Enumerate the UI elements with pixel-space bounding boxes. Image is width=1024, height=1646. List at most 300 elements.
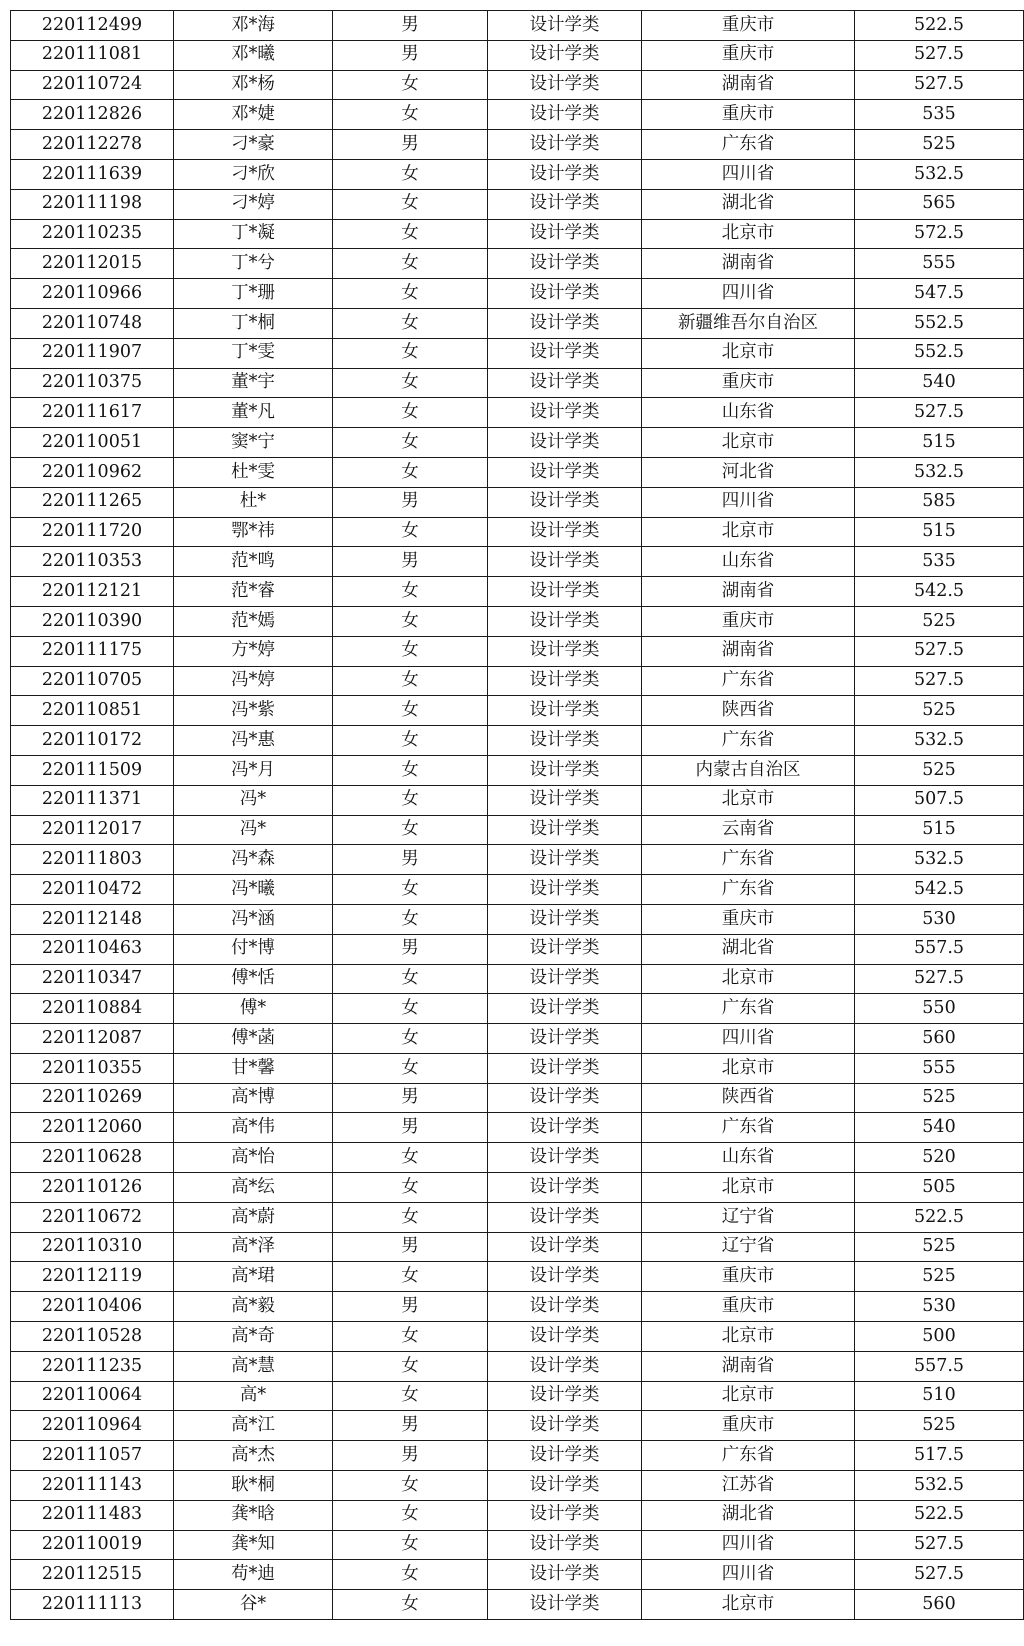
score-cell: 507.5 <box>855 785 1024 815</box>
gender-cell: 女 <box>333 1500 488 1530</box>
gender-cell: 女 <box>333 1143 488 1173</box>
major-category-cell: 设计学类 <box>488 279 642 309</box>
score-cell: 525 <box>855 606 1024 636</box>
region-cell: 四川省 <box>642 1024 855 1054</box>
score-cell: 552.5 <box>855 308 1024 338</box>
region-cell: 湖北省 <box>642 934 855 964</box>
gender-cell: 女 <box>333 159 488 189</box>
student-name-cell: 冯*婷 <box>174 666 333 696</box>
major-category-cell: 设计学类 <box>488 219 642 249</box>
score-cell: 532.5 <box>855 457 1024 487</box>
major-category-cell: 设计学类 <box>488 636 642 666</box>
score-cell: 547.5 <box>855 279 1024 309</box>
student-id-cell: 220112278 <box>11 130 174 160</box>
student-id-cell: 220112060 <box>11 1113 174 1143</box>
table-row <box>11 1173 1024 1203</box>
region-cell: 内蒙古自治区 <box>642 755 855 785</box>
student-name-cell: 董*凡 <box>174 398 333 428</box>
student-id-cell: 220110235 <box>11 219 174 249</box>
major-category-cell: 设计学类 <box>488 934 642 964</box>
table-row <box>11 487 1024 517</box>
score-cell: 525 <box>855 1232 1024 1262</box>
major-category-cell: 设计学类 <box>488 994 642 1024</box>
student-id-cell: 220111483 <box>11 1500 174 1530</box>
gender-cell: 女 <box>333 726 488 756</box>
table-row <box>11 606 1024 636</box>
region-cell: 湖南省 <box>642 249 855 279</box>
major-category-cell: 设计学类 <box>488 308 642 338</box>
student-name-cell: 傅*恬 <box>174 964 333 994</box>
region-cell: 北京市 <box>642 1173 855 1203</box>
student-name-cell: 高*慧 <box>174 1351 333 1381</box>
document-page <box>10 10 1024 1620</box>
gender-cell: 女 <box>333 279 488 309</box>
gender-cell: 女 <box>333 517 488 547</box>
student-name-cell: 高*泽 <box>174 1232 333 1262</box>
region-cell: 广东省 <box>642 726 855 756</box>
region-cell: 北京市 <box>642 1322 855 1352</box>
table-row <box>11 1530 1024 1560</box>
student-name-cell: 丁*凝 <box>174 219 333 249</box>
gender-cell: 女 <box>333 815 488 845</box>
major-category-cell: 设计学类 <box>488 815 642 845</box>
student-name-cell: 高*奇 <box>174 1322 333 1352</box>
student-id-cell: 220111198 <box>11 189 174 219</box>
student-id-cell: 220112826 <box>11 100 174 130</box>
major-category-cell: 设计学类 <box>488 696 642 726</box>
gender-cell: 男 <box>333 547 488 577</box>
student-id-cell: 220112087 <box>11 1024 174 1054</box>
student-name-cell: 高*杰 <box>174 1441 333 1471</box>
major-category-cell: 设计学类 <box>488 547 642 577</box>
region-cell: 广东省 <box>642 666 855 696</box>
score-cell: 557.5 <box>855 934 1024 964</box>
score-cell: 542.5 <box>855 577 1024 607</box>
table-row <box>11 219 1024 249</box>
major-category-cell: 设计学类 <box>488 1411 642 1441</box>
score-cell: 500 <box>855 1322 1024 1352</box>
region-cell: 四川省 <box>642 159 855 189</box>
student-name-cell: 窦*宁 <box>174 428 333 458</box>
student-name-cell: 龚*晗 <box>174 1500 333 1530</box>
region-cell: 北京市 <box>642 964 855 994</box>
gender-cell: 女 <box>333 1351 488 1381</box>
region-cell: 山东省 <box>642 1143 855 1173</box>
table-row <box>11 130 1024 160</box>
student-id-cell: 220110355 <box>11 1053 174 1083</box>
gender-cell: 女 <box>333 666 488 696</box>
major-category-cell: 设计学类 <box>488 1292 642 1322</box>
student-id-cell: 220110705 <box>11 666 174 696</box>
major-category-cell: 设计学类 <box>488 130 642 160</box>
table-row <box>11 547 1024 577</box>
student-id-cell: 220110353 <box>11 547 174 577</box>
table-row <box>11 249 1024 279</box>
score-cell: 522.5 <box>855 1500 1024 1530</box>
gender-cell: 女 <box>333 1381 488 1411</box>
major-category-cell: 设计学类 <box>488 1143 642 1173</box>
region-cell: 北京市 <box>642 1590 855 1620</box>
student-id-cell: 220110628 <box>11 1143 174 1173</box>
table-row <box>11 1500 1024 1530</box>
student-name-cell: 冯*涵 <box>174 904 333 934</box>
student-id-cell: 220111371 <box>11 785 174 815</box>
major-category-cell: 设计学类 <box>488 577 642 607</box>
major-category-cell: 设计学类 <box>488 666 642 696</box>
table-row <box>11 1113 1024 1143</box>
major-category-cell: 设计学类 <box>488 249 642 279</box>
score-cell: 527.5 <box>855 40 1024 70</box>
major-category-cell: 设计学类 <box>488 1471 642 1501</box>
score-cell: 527.5 <box>855 666 1024 696</box>
student-id-cell: 220111907 <box>11 338 174 368</box>
region-cell: 重庆市 <box>642 1411 855 1441</box>
gender-cell: 女 <box>333 189 488 219</box>
student-id-cell: 220111509 <box>11 755 174 785</box>
gender-cell: 男 <box>333 130 488 160</box>
gender-cell: 女 <box>333 70 488 100</box>
student-id-cell: 220110347 <box>11 964 174 994</box>
table-row <box>11 666 1024 696</box>
gender-cell: 女 <box>333 875 488 905</box>
region-cell: 北京市 <box>642 785 855 815</box>
major-category-cell: 设计学类 <box>488 338 642 368</box>
score-cell: 515 <box>855 428 1024 458</box>
student-id-cell: 220110748 <box>11 308 174 338</box>
student-name-cell: 范*嫣 <box>174 606 333 636</box>
table-row <box>11 517 1024 547</box>
region-cell: 广东省 <box>642 994 855 1024</box>
table-row <box>11 875 1024 905</box>
student-id-cell: 220110310 <box>11 1232 174 1262</box>
student-name-cell: 傅* <box>174 994 333 1024</box>
student-id-cell: 220110390 <box>11 606 174 636</box>
score-cell: 532.5 <box>855 1471 1024 1501</box>
major-category-cell: 设计学类 <box>488 875 642 905</box>
region-cell: 重庆市 <box>642 1292 855 1322</box>
table-row <box>11 159 1024 189</box>
student-name-cell: 丁*兮 <box>174 249 333 279</box>
region-cell: 北京市 <box>642 1381 855 1411</box>
region-cell: 辽宁省 <box>642 1202 855 1232</box>
table-row <box>11 1322 1024 1352</box>
score-cell: 527.5 <box>855 70 1024 100</box>
gender-cell: 女 <box>333 606 488 636</box>
region-cell: 云南省 <box>642 815 855 845</box>
student-name-cell: 高*蔚 <box>174 1202 333 1232</box>
score-cell: 550 <box>855 994 1024 1024</box>
region-cell: 广东省 <box>642 1441 855 1471</box>
gender-cell: 女 <box>333 428 488 458</box>
region-cell: 湖南省 <box>642 636 855 666</box>
table-row <box>11 398 1024 428</box>
student-id-cell: 220112119 <box>11 1262 174 1292</box>
score-cell: 572.5 <box>855 219 1024 249</box>
region-cell: 山东省 <box>642 547 855 577</box>
gender-cell: 女 <box>333 785 488 815</box>
student-id-cell: 220110126 <box>11 1173 174 1203</box>
major-category-cell: 设计学类 <box>488 457 642 487</box>
student-id-cell: 220111175 <box>11 636 174 666</box>
student-name-cell: 傅*菡 <box>174 1024 333 1054</box>
region-cell: 北京市 <box>642 428 855 458</box>
student-id-cell: 220111143 <box>11 1471 174 1501</box>
student-id-cell: 220111057 <box>11 1441 174 1471</box>
student-name-cell: 邓*婕 <box>174 100 333 130</box>
table-row <box>11 1411 1024 1441</box>
score-cell: 565 <box>855 189 1024 219</box>
gender-cell: 男 <box>333 40 488 70</box>
score-cell: 532.5 <box>855 726 1024 756</box>
region-cell: 四川省 <box>642 279 855 309</box>
major-category-cell: 设计学类 <box>488 904 642 934</box>
table-row <box>11 428 1024 458</box>
region-cell: 重庆市 <box>642 1262 855 1292</box>
gender-cell: 女 <box>333 994 488 1024</box>
region-cell: 广东省 <box>642 875 855 905</box>
gender-cell: 男 <box>333 934 488 964</box>
student-id-cell: 220110528 <box>11 1322 174 1352</box>
student-name-cell: 耿*桐 <box>174 1471 333 1501</box>
gender-cell: 女 <box>333 219 488 249</box>
table-row <box>11 40 1024 70</box>
score-cell: 530 <box>855 904 1024 934</box>
student-id-cell: 220110051 <box>11 428 174 458</box>
score-cell: 530 <box>855 1292 1024 1322</box>
major-category-cell: 设计学类 <box>488 755 642 785</box>
major-category-cell: 设计学类 <box>488 1173 642 1203</box>
region-cell: 江苏省 <box>642 1471 855 1501</box>
table-row <box>11 994 1024 1024</box>
gender-cell: 女 <box>333 368 488 398</box>
gender-cell: 男 <box>333 1232 488 1262</box>
student-id-cell: 220112515 <box>11 1560 174 1590</box>
table-row <box>11 1381 1024 1411</box>
gender-cell: 女 <box>333 1262 488 1292</box>
student-id-cell: 220111265 <box>11 487 174 517</box>
region-cell: 广东省 <box>642 1113 855 1143</box>
table-row <box>11 726 1024 756</box>
score-cell: 525 <box>855 1411 1024 1441</box>
score-cell: 540 <box>855 368 1024 398</box>
student-name-cell: 邓*杨 <box>174 70 333 100</box>
major-category-cell: 设计学类 <box>488 606 642 636</box>
score-cell: 517.5 <box>855 1441 1024 1471</box>
score-cell: 520 <box>855 1143 1024 1173</box>
student-name-cell: 高*珺 <box>174 1262 333 1292</box>
gender-cell: 男 <box>333 1292 488 1322</box>
student-name-cell: 冯* <box>174 785 333 815</box>
student-name-cell: 刁*婷 <box>174 189 333 219</box>
student-name-cell: 苟*迪 <box>174 1560 333 1590</box>
gender-cell: 女 <box>333 696 488 726</box>
gender-cell: 男 <box>333 1083 488 1113</box>
score-cell: 522.5 <box>855 11 1024 41</box>
table-row <box>11 70 1024 100</box>
major-category-cell: 设计学类 <box>488 159 642 189</box>
gender-cell: 男 <box>333 487 488 517</box>
table-row <box>11 1202 1024 1232</box>
table-row <box>11 1024 1024 1054</box>
student-name-cell: 谷* <box>174 1590 333 1620</box>
region-cell: 湖北省 <box>642 1500 855 1530</box>
region-cell: 广东省 <box>642 130 855 160</box>
student-name-cell: 冯*紫 <box>174 696 333 726</box>
student-id-cell: 220110172 <box>11 726 174 756</box>
region-cell: 重庆市 <box>642 40 855 70</box>
gender-cell: 女 <box>333 338 488 368</box>
table-row <box>11 1351 1024 1381</box>
gender-cell: 女 <box>333 457 488 487</box>
gender-cell: 女 <box>333 398 488 428</box>
major-category-cell: 设计学类 <box>488 1441 642 1471</box>
student-name-cell: 冯* <box>174 815 333 845</box>
gender-cell: 女 <box>333 1173 488 1203</box>
gender-cell: 女 <box>333 636 488 666</box>
table-row <box>11 1262 1024 1292</box>
admission-list-table <box>10 10 1024 1620</box>
score-cell: 540 <box>855 1113 1024 1143</box>
major-category-cell: 设计学类 <box>488 368 642 398</box>
score-cell: 555 <box>855 1053 1024 1083</box>
student-name-cell: 龚*知 <box>174 1530 333 1560</box>
major-category-cell: 设计学类 <box>488 189 642 219</box>
student-id-cell: 220111639 <box>11 159 174 189</box>
gender-cell: 女 <box>333 1053 488 1083</box>
gender-cell: 女 <box>333 904 488 934</box>
student-name-cell: 刁*欣 <box>174 159 333 189</box>
region-cell: 陕西省 <box>642 696 855 726</box>
score-cell: 525 <box>855 696 1024 726</box>
table-row <box>11 1053 1024 1083</box>
region-cell: 辽宁省 <box>642 1232 855 1262</box>
student-name-cell: 鄂*祎 <box>174 517 333 547</box>
major-category-cell: 设计学类 <box>488 845 642 875</box>
student-id-cell: 220112148 <box>11 904 174 934</box>
region-cell: 重庆市 <box>642 11 855 41</box>
student-id-cell: 220112017 <box>11 815 174 845</box>
student-id-cell: 220110962 <box>11 457 174 487</box>
major-category-cell: 设计学类 <box>488 1113 642 1143</box>
score-cell: 542.5 <box>855 875 1024 905</box>
student-id-cell: 220111081 <box>11 40 174 70</box>
table-row <box>11 785 1024 815</box>
table-row <box>11 636 1024 666</box>
gender-cell: 女 <box>333 1530 488 1560</box>
gender-cell: 女 <box>333 1560 488 1590</box>
student-name-cell: 丁*雯 <box>174 338 333 368</box>
region-cell: 湖南省 <box>642 1351 855 1381</box>
gender-cell: 男 <box>333 1441 488 1471</box>
region-cell: 重庆市 <box>642 368 855 398</box>
major-category-cell: 设计学类 <box>488 1351 642 1381</box>
student-name-cell: 冯*惠 <box>174 726 333 756</box>
score-cell: 555 <box>855 249 1024 279</box>
major-category-cell: 设计学类 <box>488 398 642 428</box>
student-name-cell: 高*江 <box>174 1411 333 1441</box>
student-id-cell: 220110463 <box>11 934 174 964</box>
student-name-cell: 丁*珊 <box>174 279 333 309</box>
table-row <box>11 1083 1024 1113</box>
student-id-cell: 220110884 <box>11 994 174 1024</box>
gender-cell: 女 <box>333 1590 488 1620</box>
table-row <box>11 934 1024 964</box>
table-row <box>11 755 1024 785</box>
student-id-cell: 220110406 <box>11 1292 174 1322</box>
student-name-cell: 高*伟 <box>174 1113 333 1143</box>
student-id-cell: 220110851 <box>11 696 174 726</box>
table-row <box>11 1232 1024 1262</box>
score-cell: 522.5 <box>855 1202 1024 1232</box>
major-category-cell: 设计学类 <box>488 785 642 815</box>
major-category-cell: 设计学类 <box>488 100 642 130</box>
table-row <box>11 1471 1024 1501</box>
student-id-cell: 220111113 <box>11 1590 174 1620</box>
region-cell: 重庆市 <box>642 904 855 934</box>
region-cell: 北京市 <box>642 219 855 249</box>
major-category-cell: 设计学类 <box>488 428 642 458</box>
gender-cell: 女 <box>333 249 488 279</box>
region-cell: 四川省 <box>642 487 855 517</box>
gender-cell: 女 <box>333 577 488 607</box>
table-row <box>11 1441 1024 1471</box>
table-row <box>11 815 1024 845</box>
student-name-cell: 高*博 <box>174 1083 333 1113</box>
score-cell: 515 <box>855 517 1024 547</box>
gender-cell: 男 <box>333 1411 488 1441</box>
score-cell: 527.5 <box>855 964 1024 994</box>
major-category-cell: 设计学类 <box>488 1232 642 1262</box>
major-category-cell: 设计学类 <box>488 1202 642 1232</box>
score-cell: 532.5 <box>855 159 1024 189</box>
student-name-cell: 高* <box>174 1381 333 1411</box>
score-cell: 585 <box>855 487 1024 517</box>
major-category-cell: 设计学类 <box>488 1530 642 1560</box>
student-name-cell: 邓*曦 <box>174 40 333 70</box>
student-name-cell: 甘*馨 <box>174 1053 333 1083</box>
student-name-cell: 刁*豪 <box>174 130 333 160</box>
score-cell: 552.5 <box>855 338 1024 368</box>
major-category-cell: 设计学类 <box>488 1381 642 1411</box>
region-cell: 山东省 <box>642 398 855 428</box>
gender-cell: 女 <box>333 100 488 130</box>
score-cell: 510 <box>855 1381 1024 1411</box>
table-row <box>11 1143 1024 1173</box>
student-id-cell: 220110472 <box>11 875 174 905</box>
region-cell: 河北省 <box>642 457 855 487</box>
gender-cell: 女 <box>333 964 488 994</box>
student-name-cell: 冯*曦 <box>174 875 333 905</box>
student-name-cell: 董*宇 <box>174 368 333 398</box>
major-category-cell: 设计学类 <box>488 1500 642 1530</box>
student-name-cell: 冯*月 <box>174 755 333 785</box>
major-category-cell: 设计学类 <box>488 517 642 547</box>
gender-cell: 男 <box>333 11 488 41</box>
major-category-cell: 设计学类 <box>488 40 642 70</box>
table-row <box>11 1590 1024 1620</box>
student-name-cell: 冯*森 <box>174 845 333 875</box>
gender-cell: 女 <box>333 1322 488 1352</box>
student-name-cell: 杜* <box>174 487 333 517</box>
region-cell: 广东省 <box>642 845 855 875</box>
table-row <box>11 1560 1024 1590</box>
student-name-cell: 范*鸣 <box>174 547 333 577</box>
region-cell: 重庆市 <box>642 606 855 636</box>
major-category-cell: 设计学类 <box>488 1083 642 1113</box>
major-category-cell: 设计学类 <box>488 726 642 756</box>
major-category-cell: 设计学类 <box>488 1024 642 1054</box>
student-id-cell: 220112015 <box>11 249 174 279</box>
